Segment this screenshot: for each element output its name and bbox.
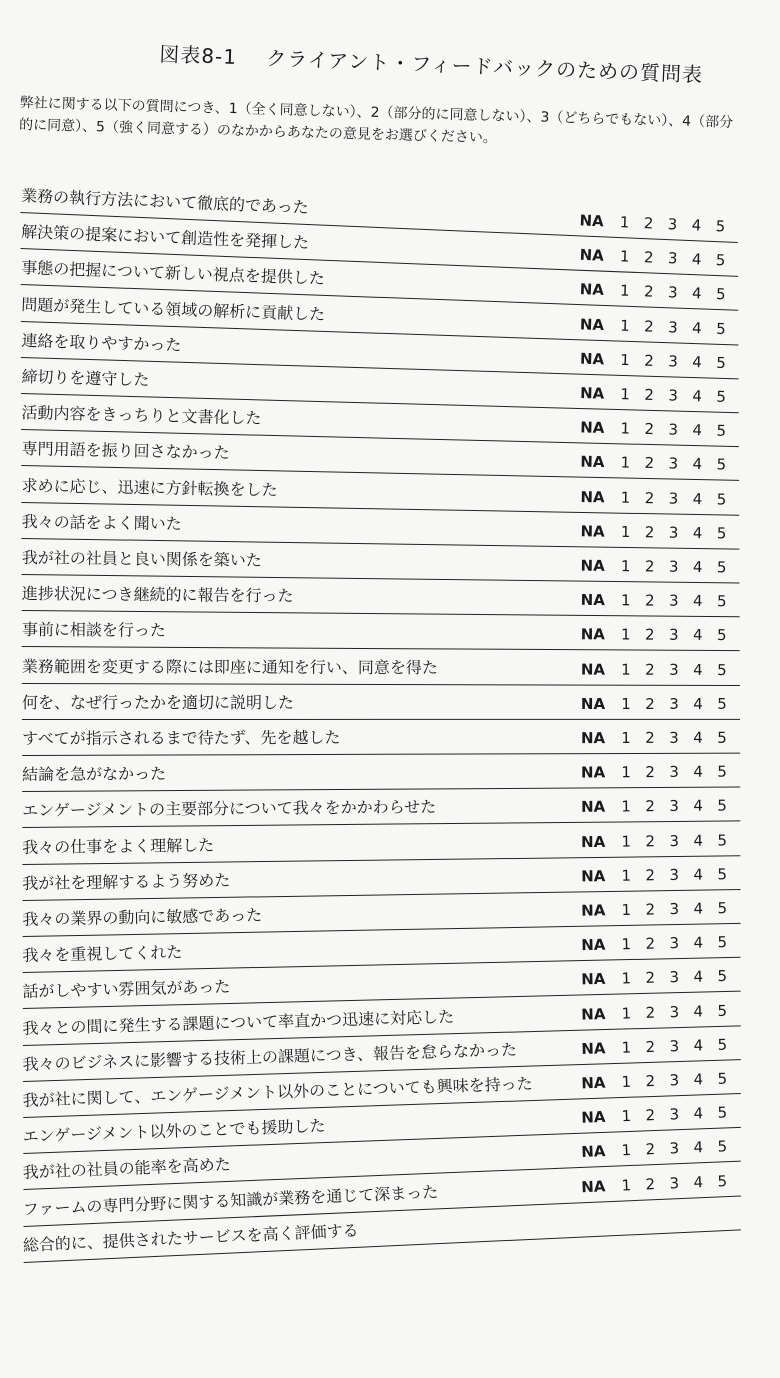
rating-scale	[572, 967, 734, 989]
rating-scale	[571, 522, 733, 542]
rating-option-3[interactable]: 3	[669, 763, 679, 782]
rating-option-3[interactable]: 3	[669, 626, 679, 645]
rating-scale	[572, 660, 734, 678]
question-text: 我々の業界の動向に敏感であった	[22, 905, 263, 929]
question-text: 我々の話をよく聞いた	[21, 511, 182, 534]
rating-option-5[interactable]: 5	[716, 421, 727, 441]
rating-option-4[interactable]: 4	[692, 387, 703, 406]
rating-na[interactable]: NA	[579, 211, 605, 231]
rating-option-3[interactable]: 3	[667, 249, 678, 268]
question-text: 我が社の社員と良い関係を築いた	[21, 547, 262, 570]
rating-option-2[interactable]: 2	[645, 934, 656, 953]
rating-na[interactable]: NA	[581, 832, 606, 851]
rating-scale	[572, 1103, 735, 1127]
question-text: 我々の仕事をよく理解した	[22, 835, 215, 857]
rating-option-2[interactable]: 2	[645, 763, 655, 782]
rating-option-3[interactable]: 3	[669, 899, 680, 919]
question-text: 我が社に関して、エンゲージメント以外のことについても興味を持った	[22, 1073, 533, 1110]
rating-option-1[interactable]: 1	[619, 213, 630, 232]
rating-na[interactable]: NA	[579, 314, 605, 334]
question-text: 我が社の社員の能率を高めた	[22, 1155, 231, 1183]
rating-scale	[571, 487, 733, 508]
rating-na[interactable]: NA	[581, 935, 606, 955]
rating-option-3[interactable]: 3	[668, 557, 679, 576]
rating-option-4[interactable]: 4	[693, 1172, 704, 1192]
rating-option-4[interactable]: 4	[693, 1138, 704, 1157]
rating-option-2[interactable]: 2	[645, 831, 656, 850]
rating-option-3[interactable]: 3	[669, 1105, 680, 1124]
rating-option-4[interactable]: 4	[691, 318, 703, 337]
question-text: ファームの専門分野に関する知識が業務を通じて深まった	[22, 1181, 439, 1219]
rating-option-4[interactable]: 4	[693, 899, 704, 918]
rating-option-5[interactable]: 5	[717, 1137, 728, 1156]
rating-option-4[interactable]: 4	[693, 831, 704, 850]
rating-option-2[interactable]: 2	[645, 1003, 656, 1022]
rating-option-2[interactable]: 2	[645, 728, 655, 747]
rating-scale	[572, 865, 734, 885]
rating-na[interactable]: NA	[580, 556, 605, 575]
figure-number: 図表8-1	[158, 41, 238, 69]
rating-option-5[interactable]: 5	[717, 1001, 728, 1020]
rating-option-5[interactable]: 5	[717, 796, 728, 815]
question-text: エンゲージメント以外のことでも援助した	[22, 1116, 326, 1147]
question-text: 我々のビジネスに影響する技術上の課題につき、報告を怠らなかった	[22, 1039, 518, 1074]
question-text: 締切りを遵守した	[21, 366, 150, 390]
rating-option-1[interactable]: 1	[621, 1107, 632, 1126]
rating-option-2[interactable]: 2	[644, 488, 655, 507]
rating-scale	[571, 280, 734, 304]
rating-option-5[interactable]: 5	[717, 830, 728, 850]
rating-scale	[571, 453, 733, 474]
instructions: 弊社に関する以下の質問につき、1（全く同意しない）、2（部分的に同意しない）、3（どちらでもない）、4（部分的に同意）、5（強く同意する）のなかからあなたの意見をお選びください。	[18, 94, 734, 147]
rating-option-5[interactable]: 5	[716, 455, 727, 475]
question-text: 問題が発生している領域の解析に貢献した	[21, 294, 326, 324]
rating-option-3[interactable]: 3	[667, 283, 678, 302]
rating-option-2[interactable]: 2	[645, 660, 655, 679]
rating-scale	[572, 591, 734, 610]
rating-na[interactable]: NA	[579, 384, 605, 403]
rating-option-2[interactable]: 2	[644, 385, 655, 404]
rating-na[interactable]: NA	[580, 1108, 606, 1127]
rating-option-1[interactable]: 1	[621, 900, 632, 920]
rating-option-3[interactable]: 3	[669, 831, 680, 850]
question-text: 業務範囲を変更する際には即座に通知を行い、同意を得た	[21, 656, 438, 677]
rating-option-1[interactable]: 1	[620, 453, 631, 473]
rating-option-5[interactable]: 5	[715, 319, 726, 338]
rating-option-3[interactable]: 3	[669, 1036, 680, 1056]
rating-option-1[interactable]: 1	[621, 694, 631, 713]
question-text: 活動内容をきっちりと文書化した	[21, 403, 262, 428]
rating-na[interactable]: NA	[581, 1004, 606, 1024]
rating-na[interactable]: NA	[580, 591, 605, 610]
rating-option-5[interactable]: 5	[717, 1171, 728, 1191]
rating-option-3[interactable]: 3	[669, 1139, 680, 1158]
rating-option-5[interactable]: 5	[717, 1035, 728, 1054]
question-text: 我々との間に発生する課題について率直かつ迅速に対応した	[22, 1006, 455, 1038]
rating-option-3[interactable]: 3	[668, 523, 679, 542]
rating-option-5[interactable]: 5	[716, 489, 727, 509]
rating-na[interactable]: NA	[580, 452, 605, 472]
rating-option-3[interactable]: 3	[668, 489, 679, 508]
rating-option-5[interactable]: 5	[717, 694, 727, 713]
question-text: 求めに応じ、迅速に方針転換をした	[21, 475, 278, 500]
rating-option-1[interactable]: 1	[621, 625, 631, 644]
rating-option-2[interactable]: 2	[644, 351, 655, 370]
rating-option-2[interactable]: 2	[645, 900, 656, 919]
question-row	[22, 647, 740, 686]
rating-option-4[interactable]: 4	[692, 523, 703, 542]
rating-option-5[interactable]: 5	[716, 558, 727, 577]
rating-option-3[interactable]: 3	[669, 660, 679, 679]
rating-scale	[572, 899, 734, 920]
rating-option-1[interactable]: 1	[620, 557, 631, 576]
rating-option-4[interactable]: 4	[692, 489, 703, 508]
rating-scale	[572, 763, 734, 782]
rating-scale	[570, 211, 733, 236]
rating-option-1[interactable]: 1	[621, 797, 632, 816]
rating-option-5[interactable]: 5	[717, 967, 728, 986]
rating-option-5[interactable]: 5	[715, 251, 726, 270]
rating-option-3[interactable]: 3	[669, 968, 680, 987]
rating-na[interactable]: NA	[580, 660, 606, 679]
rating-option-3[interactable]: 3	[668, 352, 679, 371]
rating-na[interactable]: NA	[580, 763, 606, 782]
rating-option-1[interactable]: 1	[621, 728, 631, 748]
rating-option-1[interactable]: 1	[621, 1003, 632, 1023]
rating-option-5[interactable]: 5	[717, 933, 728, 952]
rating-option-5[interactable]: 5	[717, 899, 728, 918]
rating-option-2[interactable]: 2	[644, 454, 655, 473]
rating-option-2[interactable]: 2	[643, 214, 654, 233]
rating-option-2[interactable]: 2	[645, 1140, 656, 1159]
rating-option-4[interactable]: 4	[693, 933, 704, 952]
rating-scale	[572, 1171, 735, 1196]
question-text: 我々を重視してくれた	[22, 942, 183, 966]
question-text: 専門用語を振り回さなかった	[21, 439, 230, 463]
rating-option-2[interactable]: 2	[645, 797, 656, 816]
rating-option-1[interactable]: 1	[620, 385, 631, 404]
rating-scale	[572, 1035, 734, 1058]
rating-option-2[interactable]: 2	[645, 1174, 656, 1194]
question-text: 事前に相談を行った	[21, 620, 166, 641]
rating-option-4[interactable]: 4	[693, 626, 703, 645]
rating-scale	[572, 695, 734, 713]
rating-scale	[572, 933, 734, 954]
question-text: 話がしやすい雰囲気があった	[22, 977, 231, 1002]
question-text: 業務の執行方法において徹底的であった	[20, 185, 310, 218]
rating-option-4[interactable]: 4	[691, 250, 702, 269]
figure-title	[159, 38, 760, 90]
question-text: 連絡を取りやすかった	[21, 330, 182, 355]
rating-option-5[interactable]: 5	[717, 626, 727, 645]
rating-na[interactable]: NA	[579, 349, 605, 369]
rating-option-2[interactable]: 2	[644, 591, 655, 610]
rating-option-5[interactable]: 5	[717, 728, 727, 747]
rating-scale	[572, 557, 734, 577]
rating-option-3[interactable]: 3	[668, 420, 679, 439]
rating-option-3[interactable]: 3	[667, 215, 678, 234]
rating-option-3[interactable]: 3	[669, 934, 680, 953]
rating-option-2[interactable]: 2	[644, 557, 655, 576]
rating-na[interactable]: NA	[581, 970, 606, 989]
rating-option-4[interactable]: 4	[693, 762, 703, 781]
rating-na[interactable]: NA	[581, 901, 606, 920]
rating-option-3[interactable]: 3	[668, 591, 679, 610]
rating-option-4[interactable]: 4	[693, 797, 704, 816]
rating-option-5[interactable]: 5	[716, 524, 727, 543]
rating-na[interactable]: NA	[580, 522, 605, 541]
rating-option-1[interactable]: 1	[621, 866, 632, 885]
rating-option-4[interactable]: 4	[692, 455, 703, 474]
rating-option-2[interactable]: 2	[643, 317, 655, 336]
rating-option-1[interactable]: 1	[620, 591, 631, 610]
rating-option-1[interactable]: 1	[619, 247, 630, 266]
rating-option-4[interactable]: 4	[693, 660, 703, 679]
rating-na[interactable]: NA	[580, 694, 606, 713]
rating-option-5[interactable]: 5	[717, 762, 727, 781]
rating-option-5[interactable]: 5	[717, 864, 728, 884]
rating-option-1[interactable]: 1	[619, 316, 631, 335]
rating-option-1[interactable]: 1	[620, 522, 631, 541]
rating-option-3[interactable]: 3	[669, 1173, 680, 1193]
rating-option-4[interactable]: 4	[693, 1001, 704, 1021]
rating-option-4[interactable]: 4	[691, 216, 702, 235]
question-text: すべてが指示されるまで待たず、先を越した	[22, 727, 341, 748]
question-text: 解決策の提案において創造性を発揮した	[20, 222, 310, 253]
rating-scale	[571, 418, 733, 440]
rating-option-4[interactable]: 4	[692, 421, 703, 440]
rating-option-2[interactable]: 2	[645, 625, 655, 645]
rating-option-2[interactable]: 2	[645, 969, 656, 988]
rating-option-2[interactable]: 2	[643, 282, 654, 302]
rating-option-1[interactable]: 1	[621, 660, 631, 679]
rating-option-4[interactable]: 4	[693, 694, 703, 713]
rating-option-5[interactable]: 5	[716, 387, 727, 406]
rating-option-3[interactable]: 3	[669, 728, 679, 747]
rating-option-2[interactable]: 2	[645, 1106, 656, 1125]
rating-option-4[interactable]: 4	[692, 592, 703, 611]
rating-scale	[571, 384, 733, 406]
question-row	[22, 717, 740, 756]
rating-option-1[interactable]: 1	[619, 281, 630, 301]
rating-option-4[interactable]: 4	[693, 1036, 704, 1055]
rating-option-3[interactable]: 3	[669, 865, 680, 884]
rating-na[interactable]: NA	[579, 245, 605, 265]
rating-option-3[interactable]: 3	[668, 386, 679, 405]
rating-option-4[interactable]: 4	[691, 284, 702, 303]
rating-option-3[interactable]: 3	[668, 454, 679, 474]
rating-scale	[571, 349, 733, 372]
rating-option-1[interactable]: 1	[621, 969, 632, 988]
question-text: 何を、なぜ行ったかを適切に説明した	[22, 692, 295, 712]
question-text: 我が社を理解するよう努めた	[22, 870, 231, 893]
rating-na[interactable]: NA	[579, 280, 605, 300]
rating-option-4[interactable]: 4	[692, 352, 703, 372]
rating-option-1[interactable]: 1	[621, 935, 632, 954]
rating-option-1[interactable]: 1	[620, 488, 631, 507]
question-text: 総合的に、提供されたサービスを高く評価する	[22, 1220, 359, 1255]
rating-scale	[572, 729, 734, 748]
rating-na[interactable]: NA	[580, 1073, 606, 1093]
rating-na[interactable]: NA	[581, 1039, 606, 1058]
rating-na[interactable]: NA	[580, 729, 606, 748]
rating-option-3[interactable]: 3	[669, 1071, 680, 1090]
rating-option-4[interactable]: 4	[693, 1070, 704, 1089]
rating-option-1[interactable]: 1	[621, 1141, 632, 1160]
rating-na[interactable]: NA	[580, 418, 605, 438]
rating-option-1[interactable]: 1	[620, 350, 631, 369]
question-text: 結論を急がなかった	[22, 764, 167, 785]
rating-na[interactable]: NA	[580, 487, 605, 506]
question-row	[22, 610, 740, 651]
rating-option-2[interactable]: 2	[644, 523, 655, 542]
rating-scale	[572, 1001, 734, 1023]
rating-scale	[571, 315, 734, 338]
rating-option-4[interactable]: 4	[693, 728, 703, 747]
rating-na[interactable]: NA	[581, 866, 606, 886]
rating-option-1[interactable]: 1	[621, 1038, 632, 1057]
rating-option-3[interactable]: 3	[669, 1002, 680, 1021]
rating-option-1[interactable]: 1	[621, 832, 632, 851]
rating-option-2[interactable]: 2	[644, 420, 655, 439]
rating-option-2[interactable]: 2	[645, 866, 656, 885]
rating-option-5[interactable]: 5	[717, 1069, 728, 1088]
rating-option-4[interactable]: 4	[693, 967, 704, 987]
rating-option-4[interactable]: 4	[692, 557, 703, 577]
rating-scale	[572, 1069, 735, 1092]
rating-option-5[interactable]: 5	[717, 1103, 728, 1122]
question-text: エンゲージメントの主要部分について我々をかかわらせた	[22, 797, 437, 821]
rating-option-2[interactable]: 2	[645, 1037, 656, 1056]
rating-scale	[572, 626, 734, 645]
rating-na[interactable]: NA	[580, 625, 605, 644]
rating-option-4[interactable]: 4	[693, 1104, 704, 1123]
rating-option-2[interactable]: 2	[645, 694, 655, 713]
rating-option-5[interactable]: 5	[717, 660, 727, 679]
rating-scale	[572, 831, 734, 851]
rating-option-5[interactable]: 5	[716, 353, 727, 372]
rating-option-3[interactable]: 3	[667, 317, 679, 337]
rating-na[interactable]: NA	[580, 797, 606, 817]
rating-option-5[interactable]: 5	[716, 592, 727, 611]
rating-option-1[interactable]: 1	[620, 419, 631, 438]
rating-option-1[interactable]: 1	[621, 763, 631, 782]
question-text: 事態の把握について新しい視点を提供した	[20, 258, 326, 289]
rating-option-5[interactable]: 5	[715, 217, 726, 236]
rating-option-4[interactable]: 4	[693, 865, 704, 884]
rating-option-1[interactable]: 1	[621, 1175, 632, 1195]
rating-scale	[572, 1137, 735, 1161]
rating-scale	[570, 246, 733, 270]
rating-option-5[interactable]: 5	[715, 285, 726, 304]
rating-option-3[interactable]: 3	[669, 797, 680, 816]
rating-option-3[interactable]: 3	[669, 694, 679, 713]
rating-option-2[interactable]: 2	[645, 1071, 656, 1091]
rating-scale	[572, 797, 734, 816]
rating-option-2[interactable]: 2	[643, 248, 654, 267]
rating-option-1[interactable]: 1	[621, 1072, 632, 1092]
question-row	[22, 683, 740, 720]
rating-na[interactable]: NA	[580, 1176, 606, 1196]
question-text: 進捗状況につき継続的に報告を行った	[21, 584, 294, 606]
figure-caption: クライアント・フィードバックのための質問表	[265, 46, 704, 87]
rating-na[interactable]: NA	[580, 1142, 606, 1162]
